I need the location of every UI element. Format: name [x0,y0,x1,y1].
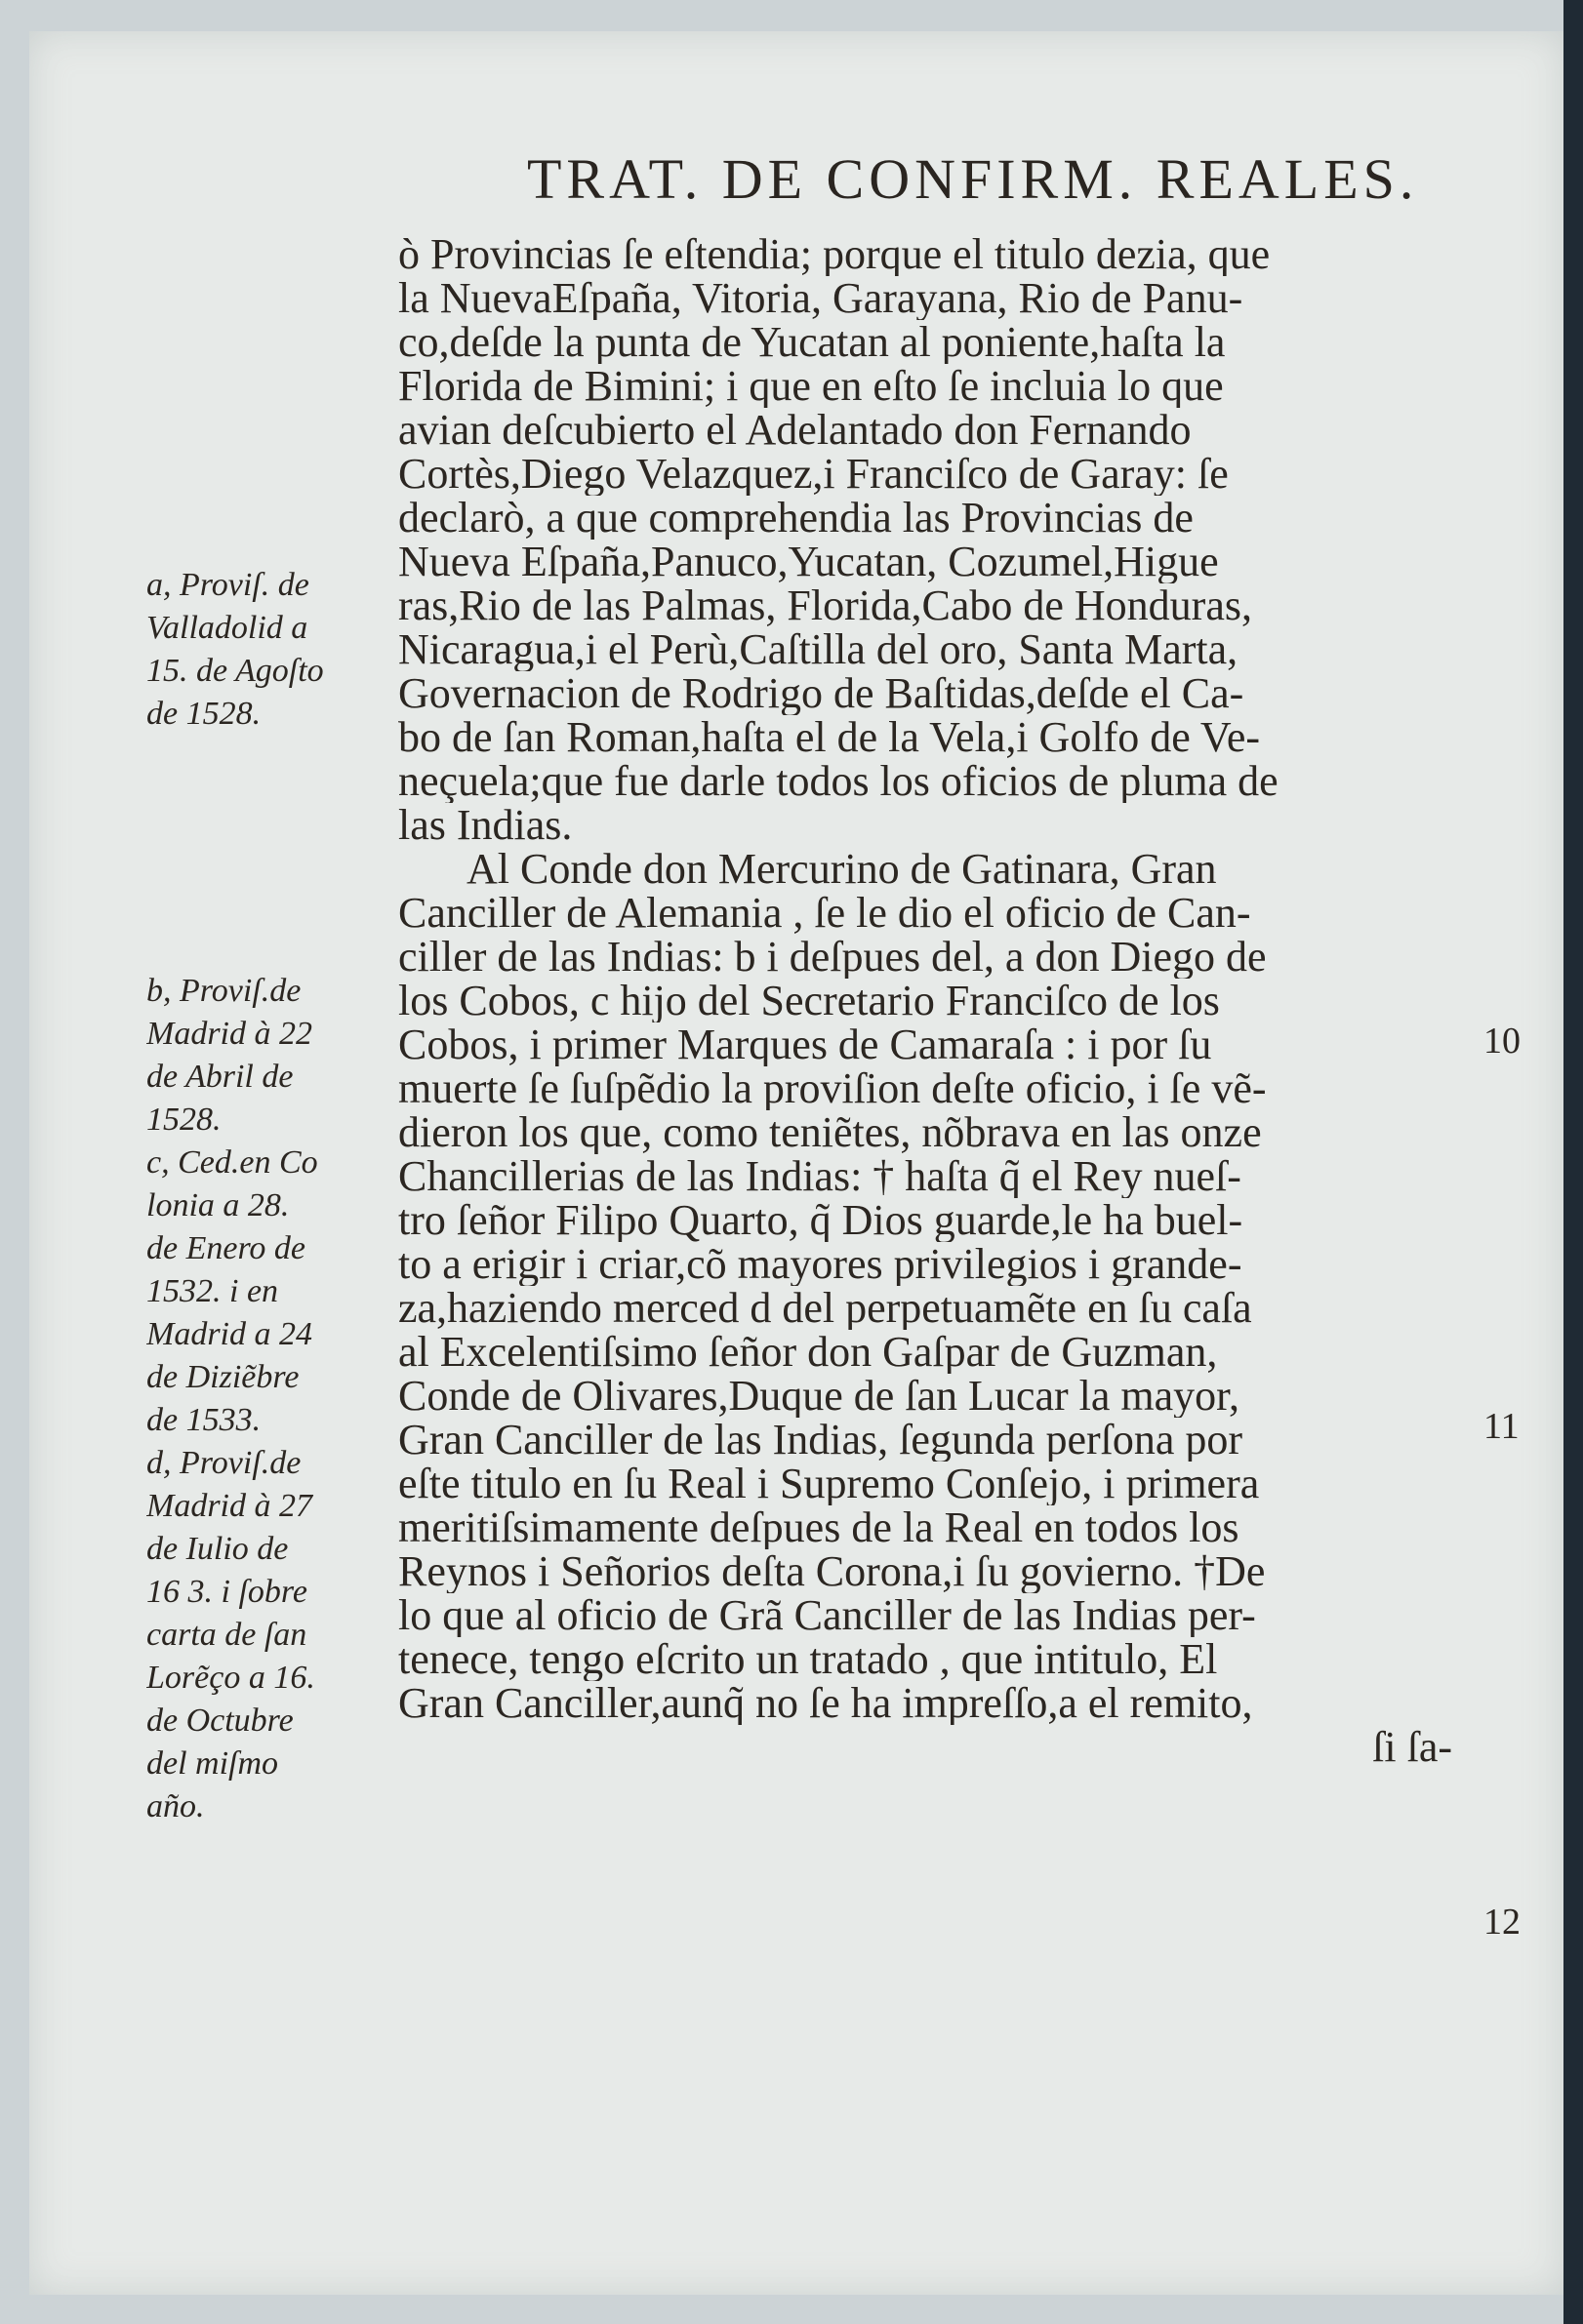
margin-note-line: de Octubre [146,1703,294,1739]
text-line: Conde de Olivares,Duque de ſan Lucar la mayor, [398,1374,1240,1418]
text-line: avian deſcubierto el Adelantado don Fernando [398,408,1192,452]
text-line: to a erigir i criar,cõ mayores privilegios i grande- [398,1242,1242,1286]
line-number: 12 [1483,1902,1521,1943]
running-header: TRAT. DE CONFIRM. REALES. [527,147,1419,211]
text-line: al Excelentiſsimo ſeñor don Gaſpar de Guzman, [398,1330,1218,1374]
text-line: Chancillerias de las Indias: † haſta q̃ el Rey nueſ- [398,1154,1241,1198]
margin-note-line: de Iulio de [146,1531,289,1567]
margin-note-line: Madrid à 22 [146,1016,312,1052]
margin-note-line: 1528. [146,1102,222,1138]
paragraph-start-line: Al Conde don Mercurino de Gatinara, Gran [467,847,1217,891]
margin-note-line: c, Ced.en Co [146,1144,318,1181]
margin-note-line: año. [146,1788,205,1824]
text-line: Nicaragua,i el Perù,Caſtilla del oro, Santa Marta, [398,627,1238,671]
margin-note-line: de 1533. [146,1402,262,1438]
text-line: dieron los que, como teniẽtes, nõbrava en las onze [398,1110,1262,1154]
text-line: las Indias. [398,803,573,847]
margin-note-line: de Abril de [146,1059,294,1095]
text-line: declarò, a que comprehendia las Provincias de [398,496,1194,540]
margin-note-line: carta de ſan [146,1617,307,1653]
text-line: muerte ſe ſuſpẽdio la proviſion deſte oficio, i ſe vẽ- [398,1066,1267,1110]
margin-note-line: d, Proviſ.de [146,1445,302,1481]
text-line: Reynos i Señorios deſta Corona,i ſu govierno. †De [398,1549,1266,1593]
margin-note-line: Madrid a 24 [146,1316,312,1352]
text-line: tenece, tengo eſcrito un tratado , que intitulo, El [398,1637,1218,1681]
text-line: Cortès,Diego Velazquez,i Franciſco de Garay: ſe [398,452,1229,496]
text-line: tro ſeñor Filipo Quarto, q̃ Dios guarde,le ha buel- [398,1198,1243,1242]
text-line: Canciller de Alemania , ſe le dio el oficio de Can- [398,891,1251,935]
catchword: ſi ſa- [1372,1725,1452,1769]
text-line: bo de ſan Roman,haſta el de la Vela,i Golfo de Ve- [398,715,1261,759]
text-line: los Cobos, c hijo del Secretario Franciſco de los [398,979,1220,1022]
margin-note-line: lonia a 28. [146,1187,290,1223]
margin-note-line: Lorẽço a 16. [146,1660,315,1696]
text-line: ò Provincias ſe eſtendia; porque el titulo dezia, que [398,232,1271,276]
margin-note-line: a, Proviſ. de [146,567,309,603]
margin-note-line: del miſmo [146,1745,279,1782]
text-line: Florida de Bimini; i que en eſto ſe incluia lo que [398,364,1224,408]
text-line: Governacion de Rodrigo de Baſtidas,deſde el Ca- [398,671,1244,715]
margin-notes [146,564,390,1828]
text-line: meritiſsimamente deſpues de la Real en todos los [398,1505,1239,1549]
scan-edge [1563,0,1583,2324]
line-number: 11 [1483,1406,1520,1447]
margin-note-line: 1532. i en [146,1273,279,1309]
text-line: Gran Canciller,aunq̃ no ſe ha impreſſo,a el remito, [398,1681,1253,1725]
text-line: ciller de las Indias: b i deſpues del, a don Diego de [398,935,1267,979]
text-line: ras,Rio de las Palmas, Florida,Cabo de Honduras, [398,583,1252,627]
text-line: Gran Canciller de las Indias, ſegunda perſona por [398,1418,1243,1462]
text-line: Cobos, i primer Marques de Camaraſa : i por ſu [398,1022,1212,1066]
text-line: la NuevaEſpaña, Vitoria, Garayana, Rio de Panu- [398,276,1243,320]
margin-note-line: de Diziẽbre [146,1359,300,1395]
margin-note-line: de Enero de [146,1230,306,1266]
text-line: eſte titulo en ſu Real i Supremo Conſejo, i primera [398,1462,1260,1505]
line-number: 10 [1483,1021,1521,1062]
margin-note-line: de 1528. [146,696,262,732]
margin-note-line: Valladolid a [146,610,308,646]
margin-note-line: 15. de Agoſto [146,653,324,689]
body-text [398,232,1491,1769]
margin-note-line: Madrid à 27 [146,1488,312,1524]
text-line: lo que al oficio de Grã Canciller de las Indias per- [398,1593,1256,1637]
margin-note-line: b, Proviſ.de [146,973,302,1009]
text-line: neçuela;que fue darle todos los oficios de pluma de [398,759,1279,803]
margin-note-line: 16 3. i ſobre [146,1574,307,1610]
text-line: co,deſde la punta de Yucatan al poniente,haſta la [398,320,1226,364]
text-line: za,haziendo merced d del perpetuamẽte en ſu caſa [398,1286,1252,1330]
text-line: Nueva Eſpaña,Panuco,Yucatan, Cozumel,Higue [398,540,1219,583]
